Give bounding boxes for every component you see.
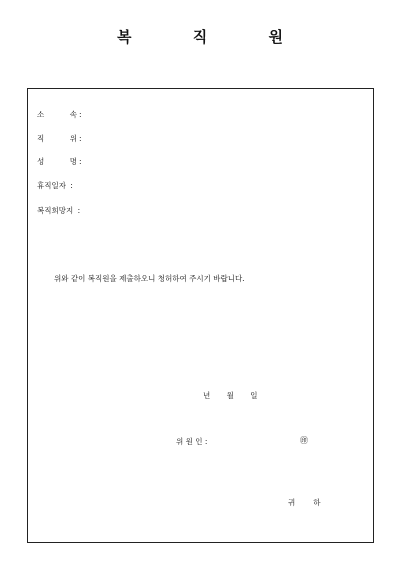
applicant-label: 위 원 인 :: [176, 437, 208, 446]
date-year: 년: [203, 391, 211, 400]
field-leave-date-label: 휴직일자: [37, 181, 66, 190]
recipient-name: 귀: [288, 498, 296, 507]
field-affiliation-colon: :: [79, 110, 82, 119]
date-line: [203, 390, 272, 401]
date-month: 월: [226, 391, 234, 400]
title-char-2: 직: [192, 28, 208, 46]
seal-icon: ㊞: [300, 436, 308, 445]
document-title: [0, 26, 400, 47]
request-statement: 위와 같이 복직원을 제출하오니 청허하여 주시기 바랍니다.: [54, 274, 245, 283]
field-name-label: 성 명: [37, 157, 77, 166]
title-char-3: 원: [268, 28, 283, 46]
title-char-1: 복: [117, 28, 132, 46]
field-return-wish-label: 복직희망지: [37, 206, 74, 215]
field-affiliation-label: 소 속: [37, 110, 77, 119]
form-frame: [27, 88, 374, 543]
field-return-wish-colon: :: [77, 206, 81, 215]
field-name-colon: :: [79, 157, 82, 166]
field-affiliation[interactable]: [37, 109, 82, 120]
applicant-line[interactable]: [176, 436, 207, 447]
date-day: 일: [250, 391, 258, 400]
field-position[interactable]: [37, 133, 82, 144]
recipient-suffix: 하: [313, 498, 321, 507]
field-leave-date-colon: :: [70, 181, 73, 190]
recipient-line: [288, 497, 321, 508]
field-leave-date[interactable]: [37, 180, 73, 191]
field-return-wish[interactable]: [37, 205, 80, 216]
field-position-colon: :: [79, 134, 82, 143]
field-position-label: 직 위: [37, 134, 77, 143]
field-name[interactable]: [37, 156, 82, 167]
